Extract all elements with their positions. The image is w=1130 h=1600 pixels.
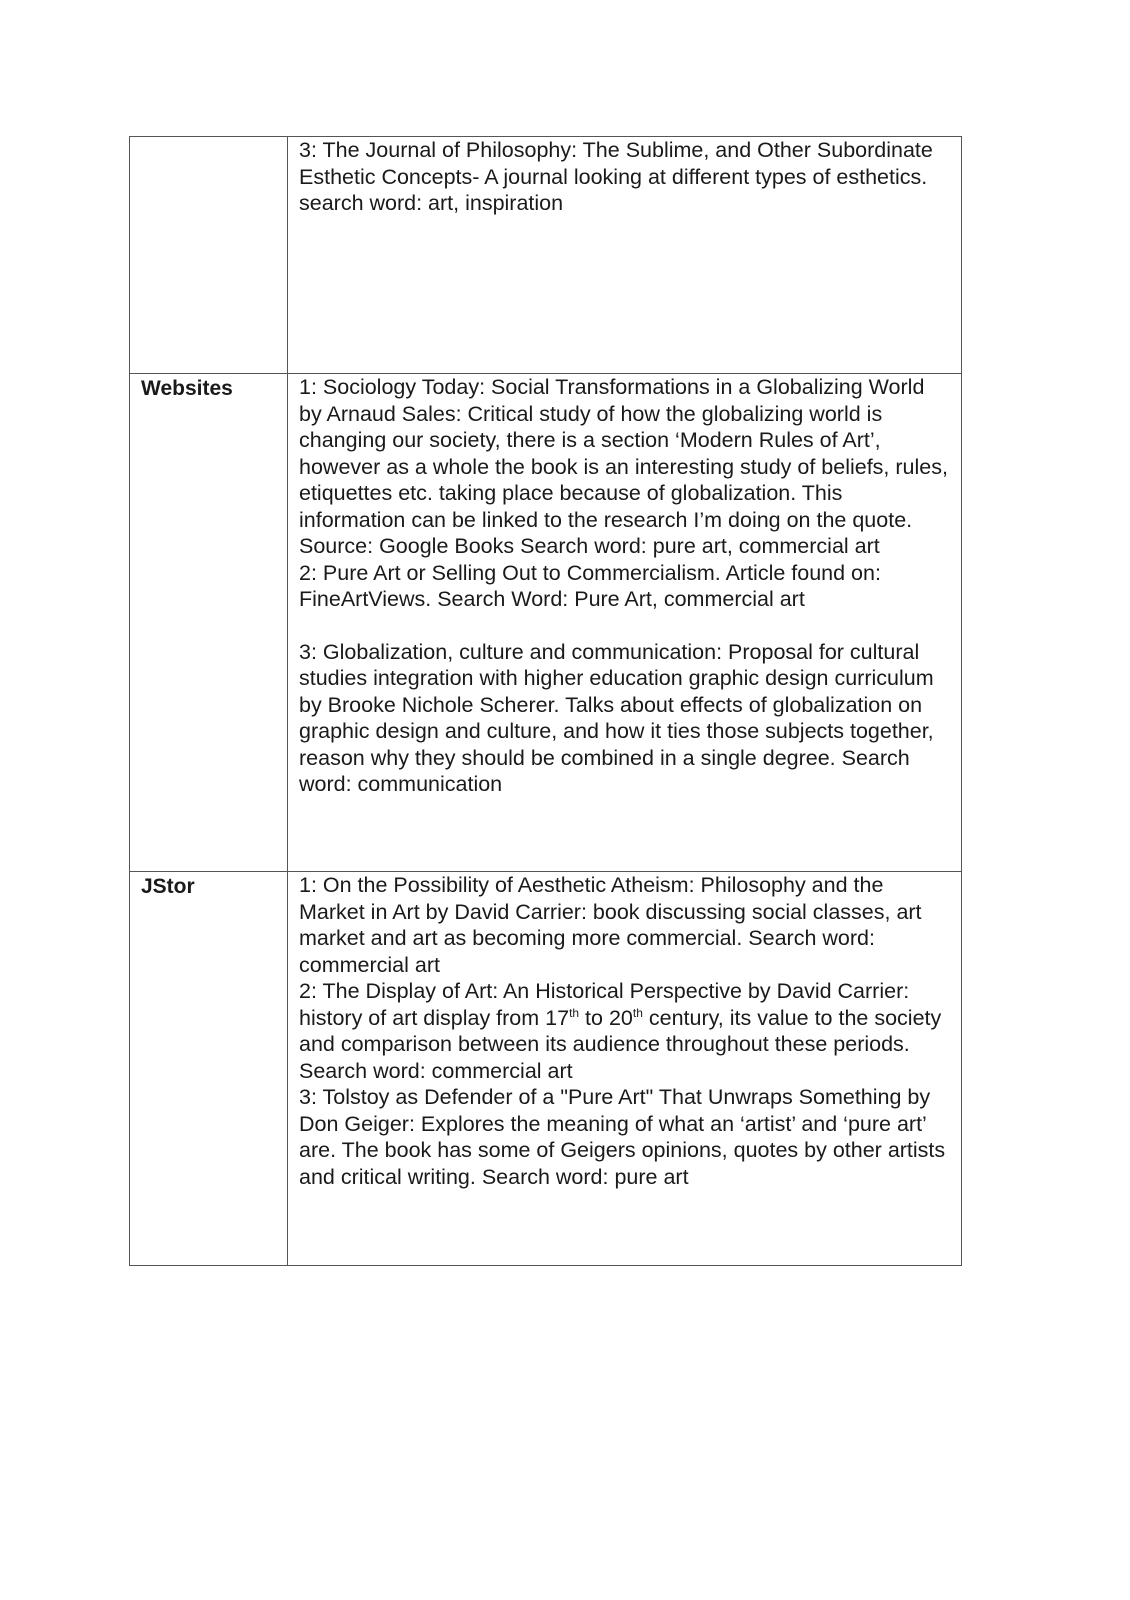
table-row-websites — [130, 374, 962, 872]
row-label-cell — [130, 374, 288, 872]
entry-text: to 20 — [579, 1005, 633, 1030]
table-row-journals — [130, 137, 962, 374]
ordinal-suffix: th — [632, 1005, 643, 1020]
ordinal-suffix: th — [569, 1005, 580, 1020]
row-content-cell — [288, 137, 962, 374]
row-content-cell — [288, 374, 962, 872]
source-entry: 3: Globalization, culture and communication: Proposal for cultural studies integration with higher education graphic design curriculum by Brooke Nichole Scherer. Talks about effects of globalization on graphic design and culture, and how it ties those subjects together, reason why they should be combined in a single degree. Search word: communication — [299, 639, 934, 796]
source-entry: 1: Sociology Today: Social Transformations in a Globalizing World by Arnaud Sales: Critical study of how the globalizing world is changing our society, there is a section ‘Modern Rules of Art’, however as a whole the book is an interesting study of beliefs, rules, etiquettes etc. taking place because of globalization. This information can be linked to the research I’m doing on the quote. Source: Google Books Search word: pure art, commercial art — [299, 375, 948, 558]
source-entry: 1: On the Possibility of Aesthetic Atheism: Philosophy and the Market in Art by David Carrier: book discussing social classes, art market and art as becoming more commercial. Search word: commercial art — [299, 873, 922, 977]
row-label: Websites — [141, 377, 233, 400]
row-label-cell — [130, 872, 288, 1266]
sources-table — [129, 136, 962, 1266]
source-entry: 3: Tolstoy as Defender of a "Pure Art" That Unwraps Something by Don Geiger: Explores the meaning of what an ‘artist’ and ‘pure art’ are. The book has some of Geigers opinions, quotes by other artists and critical writing. Search word: pure art — [299, 1085, 946, 1189]
blank-line — [299, 613, 951, 639]
source-entry: 3: The Journal of Philosophy: The Sublime, and Other Subordinate Esthetic Concepts- A journal looking at different types of esthetics. search word: art, inspiration — [299, 138, 933, 215]
row-label-cell — [130, 137, 288, 374]
row-label: JStor — [141, 875, 195, 898]
row-label — [130, 137, 287, 139]
row-content-cell — [288, 872, 962, 1266]
entry-text: 2: The Display of Art: An Historical Perspective by David Carrier: history of art display from 17 — [299, 979, 910, 1030]
source-entry — [299, 978, 951, 1084]
entry-text: century, its value to the society and comparison between its audience throughout these periods. Search word: commercial art — [299, 1005, 942, 1083]
source-entry: 2: Pure Art or Selling Out to Commercialism. Article found on: FineArtViews. Search Word: Pure Art, commercial art — [299, 560, 881, 611]
table-row-jstor — [130, 872, 962, 1266]
